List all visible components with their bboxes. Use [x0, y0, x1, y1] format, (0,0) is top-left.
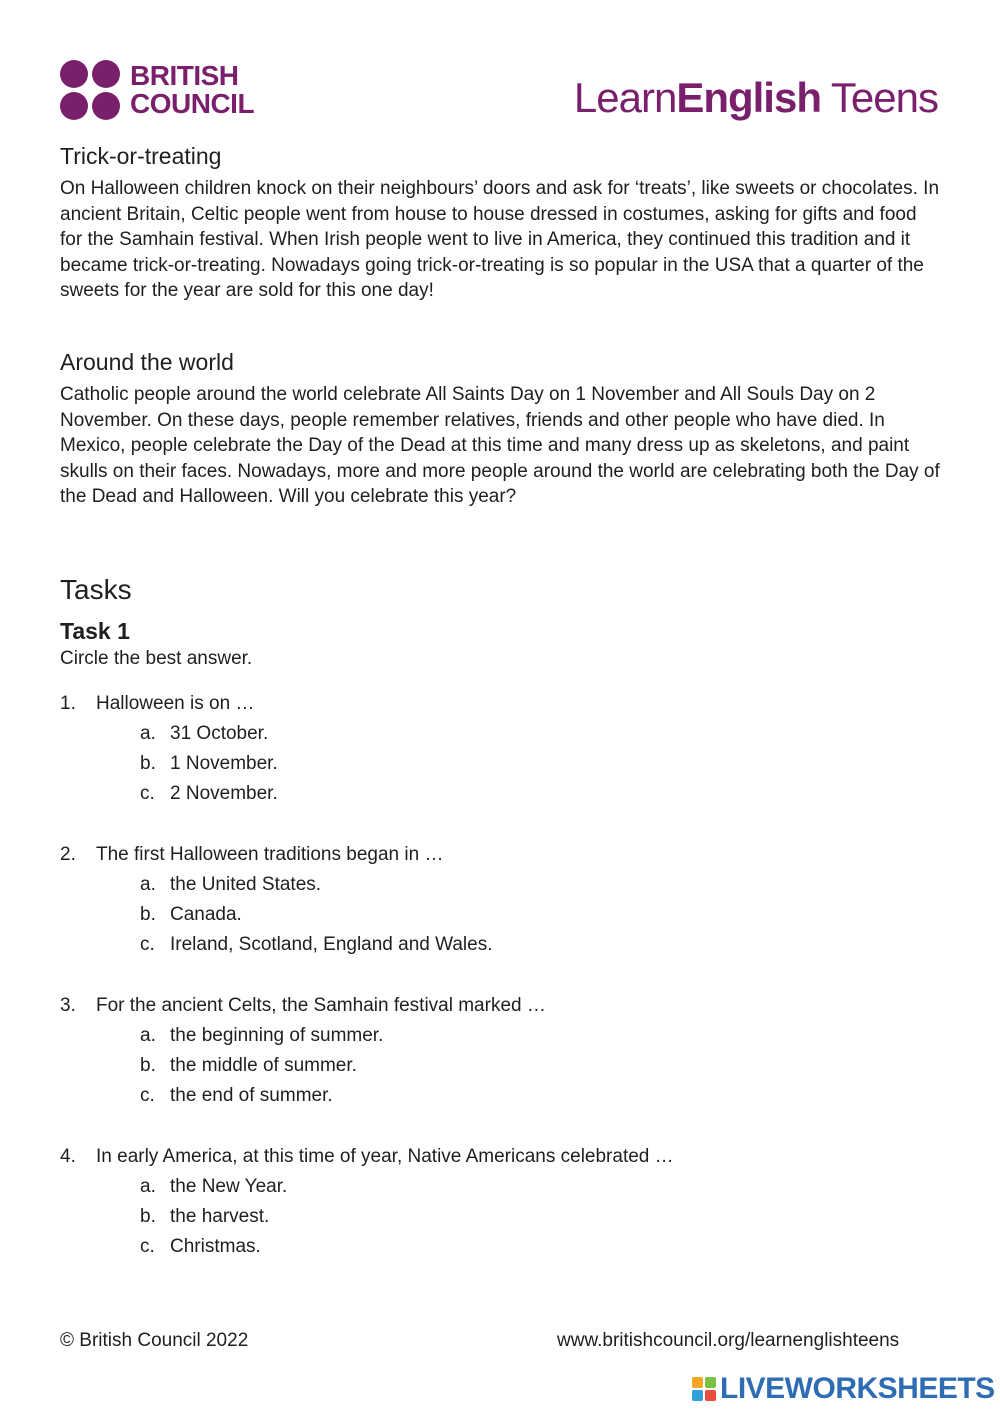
logo-learn: Learn: [573, 74, 677, 121]
answer-option[interactable]: b. the middle of summer.: [140, 1055, 357, 1076]
answer-option[interactable]: a. the New Year.: [140, 1176, 288, 1197]
task1-heading: Task 1: [60, 618, 130, 644]
logo-english: English: [676, 74, 821, 121]
question-2: [60, 844, 443, 866]
question-text: Halloween is on …: [96, 693, 255, 714]
watermark-text: LIVEWORKSHEETS: [720, 1372, 995, 1405]
brand-line-1: BRITISH: [130, 60, 239, 91]
question-number: 1.: [60, 693, 76, 714]
question-number: 3.: [60, 995, 76, 1016]
answer-option[interactable]: c. the end of summer.: [140, 1085, 333, 1106]
footer-url-link[interactable]: www.britishcouncil.org/learnenglishteens: [557, 1330, 900, 1351]
answer-option[interactable]: c. Ireland, Scotland, England and Wales.: [140, 934, 493, 955]
section-body-around-the-world: Catholic people around the world celebrate All Saints Day on 1 November and All Souls Day on 2 November. On these days, people remember relatives, friends and other people who have died. In Mexico, people celebrate the Day of the Dead at this time and many dress up as skeletons, and paint skulls on their faces. Nowadays, more and more people around the world are celebrating both the Day of the Dead and Halloween. Will you celebrate this year?: [60, 384, 940, 507]
logo-teens: Teens: [821, 74, 938, 121]
liveworksheets-watermark: [692, 1372, 995, 1406]
task1-instruction: Circle the best answer.: [60, 648, 253, 669]
question-text: For the ancient Celts, the Samhain festival marked …: [96, 995, 546, 1016]
question-4: [60, 1146, 674, 1168]
tasks-heading: Tasks: [60, 574, 132, 605]
section-title-around-the-world: Around the world: [60, 349, 234, 375]
answer-option[interactable]: a. 31 October.: [140, 723, 269, 744]
answer-option[interactable]: b. the harvest.: [140, 1206, 270, 1227]
answer-option[interactable]: b. 1 November.: [140, 753, 278, 774]
question-3: [60, 995, 546, 1017]
answer-option[interactable]: b. Canada.: [140, 904, 242, 925]
section-body-trick-or-treating: On Halloween children knock on their neighbours’ doors and ask for ‘treats’, like sweets or chocolates. In ancient Britain, Celtic people went from house to house dressed in costumes, asking for gifts and food for the Samhain festival. When Irish people went to live in America, they continued this tradition and it became trick-or-treating. Nowadays going trick-or-treating is so popular in the USA that a quarter of the sweets for the year are sold for this one day!: [60, 178, 940, 301]
question-text: In early America, at this time of year, Native Americans celebrated …: [96, 1146, 674, 1167]
question-number: 2.: [60, 844, 76, 865]
answer-option[interactable]: a. the beginning of summer.: [140, 1025, 384, 1046]
question-text: The first Halloween traditions began in …: [96, 844, 444, 865]
learnenglish-teens-logo: [574, 74, 938, 122]
copyright-text: © British Council 2022: [60, 1330, 249, 1351]
liveworksheets-icon: [692, 1377, 716, 1401]
answer-option[interactable]: c. 2 November.: [140, 783, 278, 804]
section-title-trick-or-treating: Trick-or-treating: [60, 143, 222, 169]
brand-line-2: COUNCIL: [130, 88, 255, 119]
british-council-dots-icon: [60, 60, 120, 120]
question-number: 4.: [60, 1146, 76, 1167]
british-council-logo: [60, 60, 254, 120]
answer-option[interactable]: c. Christmas.: [140, 1236, 261, 1257]
question-1: [60, 693, 254, 715]
answer-option[interactable]: a. the United States.: [140, 874, 322, 895]
